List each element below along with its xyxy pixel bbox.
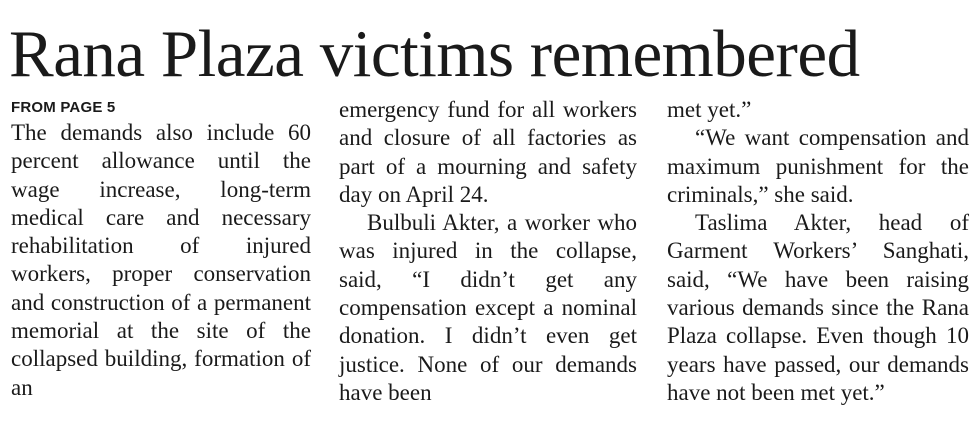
article-paragraph: Taslima Akter, head of Garment Workers’ Sanghati, said, “We have been raising various demands since the Rana Plaza collapse. Even though 10 years have passed, our demands have not been met yet.” [667,210,969,405]
article-paragraph: Bulbuli Akter, a worker who was injured in the collapse, said, “I didn’t get any compensation except a nominal donation. I didn’t even get justice. None of our demands have been [339,210,637,405]
continued-from-kicker: FROM PAGE 5 [11,99,116,116]
article-column-2 [339,96,637,407]
article-column-3 [667,96,969,407]
article-headline: Rana Plaza victims remembered [9,17,860,91]
article-paragraph-continued: emergency fund for all workers and closure of all factories as part of a mourning and safety day on April 24. [339,97,637,207]
article-column-1 [11,97,311,402]
article-paragraph: The demands also include 60 percent allowance until the wage increase, long-term medical care and necessary rehabilitation of injured workers, proper conservation and construction of a permanent memorial at the site of the collapsed building, formation of an [11,120,311,400]
article-paragraph: “We want compensation and maximum punishment for the criminals,” she said. [667,125,969,207]
article-paragraph-continued: met yet.” [667,97,752,122]
